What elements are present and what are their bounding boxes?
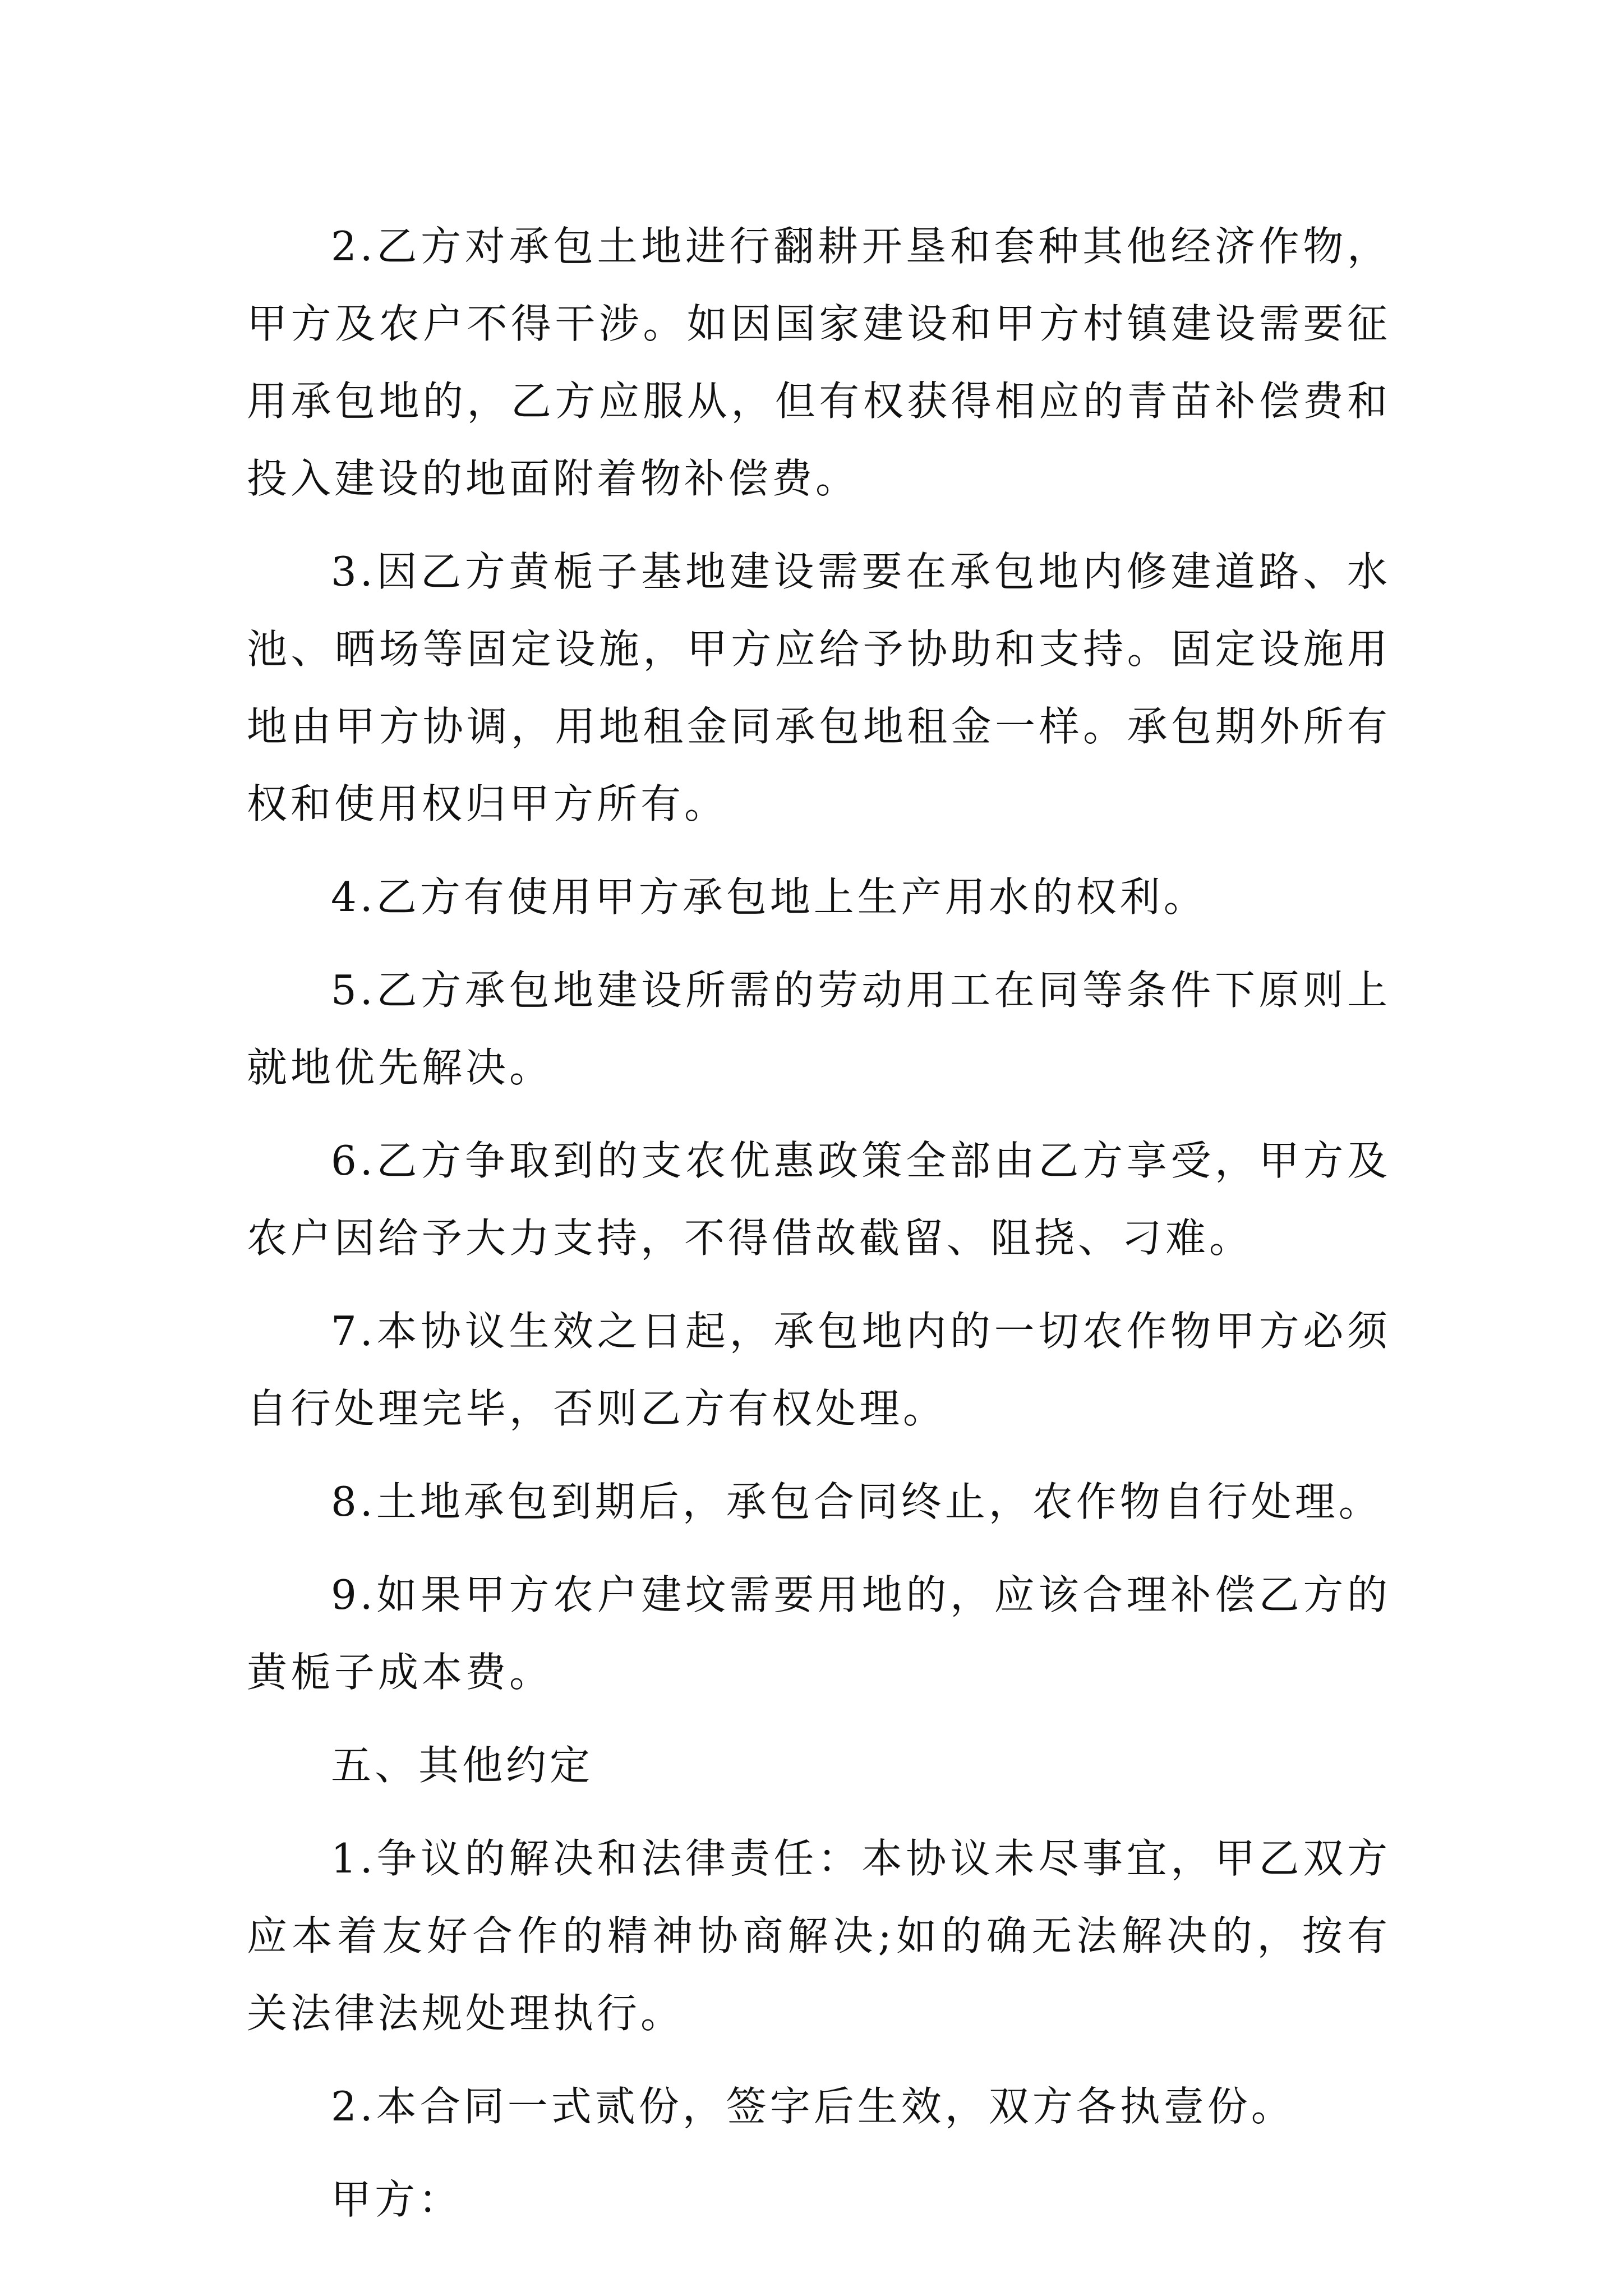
section-heading-other-agreements: 五、其他约定 <box>331 1742 594 1789</box>
clause-2: 2.乙方对承包土地进行翻耕开垦和套种其他经济作物，甲方及农户不得干涉。如因国家建设和甲方村镇建设需要征用承包地的，乙方应服从，但有权获得相应的青苗补偿费和投入建设的地面附着物补偿费。 <box>247 223 1391 502</box>
clause-5: 5.乙方承包地建设所需的劳动用工在同等条件下原则上就地优先解决。 <box>247 967 1391 1091</box>
clause-7: 7.本协议生效之日起，承包地内的一切农作物甲方必须自行处理完毕，否则乙方有权处理。 <box>247 1308 1391 1432</box>
party-a-signature-label: 甲方： <box>331 2176 463 2223</box>
other-clause-1: 1.争议的解决和法律责任：本协议未尽事宜，甲乙双方应本着友好合作的精神协商解决;如的确无法解决的，按有关法律法规处理执行。 <box>247 1835 1391 2037</box>
document-body <box>247 208 1391 2254</box>
clause-8: 8.土地承包到期后，承包合同终止，农作物自行处理。 <box>331 1478 1382 1525</box>
clause-3: 3.因乙方黄栀子基地建设需要在承包地内修建道路、水池、晒场等固定设施，甲方应给予协助和支持。固定设施用地由甲方协调，用地租金同承包地租金一样。承包期外所有权和使用权归甲方所有。 <box>247 548 1391 827</box>
other-clause-2: 2.本合同一式贰份，签字后生效，双方各执壹份。 <box>331 2083 1295 2130</box>
clause-4: 4.乙方有使用甲方承包地上生产用水的权利。 <box>331 873 1207 921</box>
clause-6: 6.乙方争取到的支农优惠政策全部由乙方享受，甲方及农户因给予大力支持，不得借故截留、阻挠、刁难。 <box>247 1137 1391 1262</box>
clause-9: 9.如果甲方农户建坟需要用地的，应该合理补偿乙方的黄栀子成本费。 <box>247 1571 1391 1696</box>
